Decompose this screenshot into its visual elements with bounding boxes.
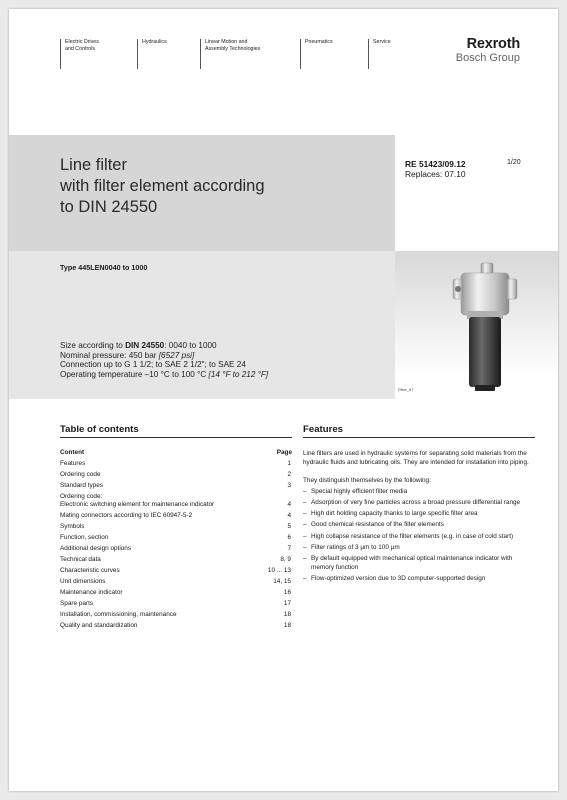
nav-linear-motion[interactable]: Linear Motion and Assembly Technologies — [200, 39, 295, 69]
toc-row[interactable]: Function, section 6 — [60, 534, 291, 541]
toc-row[interactable]: Characteristic curves 10 ... 13 — [60, 567, 291, 574]
feature-item: – Flow-optimized version due to 3D computer-supported design — [303, 575, 535, 584]
feature-item: – Adsorption of very fine particles across a broad pressure differential range — [303, 499, 535, 508]
document-page — [9, 9, 558, 791]
toc-row[interactable]: Ordering code: Electronic switching element for maintenance indicator 4 — [60, 493, 291, 508]
toc-row[interactable]: Symbols 5 — [60, 523, 291, 530]
toc-row[interactable]: Quality and standardization 18 — [60, 622, 291, 629]
toc-row[interactable]: Ordering code 2 — [60, 471, 291, 478]
features-section — [303, 450, 535, 586]
toc-row[interactable]: Spare parts 17 — [60, 600, 291, 607]
features-list — [303, 488, 535, 584]
feature-item: – High dirt holding capacity thanks to large specific filter area — [303, 510, 535, 519]
feature-item: – Special highly efficient filter media — [303, 488, 535, 497]
toc-row[interactable]: Installation, commissioning, maintenance 18 — [60, 611, 291, 618]
type-label: Type 445LEN0040 to 1000 — [60, 263, 148, 272]
feature-item: – High collapse resistance of the filter elements (e.g. in case of cold start) — [303, 533, 535, 542]
feature-item: – Filter ratings of 3 µm to 100 µm — [303, 544, 535, 553]
brand-name: Rexroth — [466, 36, 520, 52]
feature-item: – By default equipped with mechanical optical maintenance indicator with memory function — [303, 555, 535, 572]
nav-electric-drives[interactable]: Electric Drives and Controls — [60, 39, 133, 69]
spec-connection: Connection up to G 1 1/2; to SAE 2 1/2"; to SAE 24 — [60, 360, 246, 370]
brand-sub: Bosch Group — [455, 52, 520, 64]
toc-header-row: Content Page — [60, 449, 292, 456]
features-intro: Line filters are used in hydraulic systems for separating solid materials from the hydraulic fluids and lubricating oils. They are intended for installation into piping. — [303, 450, 529, 466]
page-number: 1/20 — [507, 159, 521, 166]
photo-caption: Filter_67 — [398, 387, 414, 392]
toc-heading: Table of contents — [60, 424, 292, 438]
toc-row[interactable]: Additional design options 7 — [60, 545, 291, 552]
document-title: Line filter with filter element according to DIN 24550 — [60, 156, 265, 216]
product-photo — [395, 251, 558, 399]
spec-temperature: Operating temperature –10 °C to 100 °C [14 °F to 212 °F] — [60, 369, 269, 379]
features-heading: Features — [303, 424, 535, 438]
spec-size: Size according to DIN 24550: 0040 to 1000 — [60, 341, 217, 350]
nav-pneumatics[interactable]: Pneumatics — [300, 39, 365, 69]
reference-number: RE 51423/09.12 — [405, 159, 466, 169]
toc-row[interactable]: Maintenance indicator 16 — [60, 589, 291, 596]
key-specs — [60, 341, 268, 379]
toc-row[interactable]: Unit dimensions 14, 15 — [60, 578, 291, 585]
toc-row[interactable]: Technical data 8, 9 — [60, 556, 291, 563]
toc-row[interactable]: Features 1 — [60, 460, 291, 467]
toc-row[interactable]: Standard types 3 — [60, 482, 291, 489]
features-lead: They distinguish themselves by the following: — [303, 477, 431, 485]
replaces-text: Replaces: 07.10 — [405, 169, 466, 179]
nav-hydraulics[interactable]: Hydraulics — [137, 39, 200, 69]
reference-info — [405, 159, 466, 179]
table-of-contents — [60, 449, 292, 633]
spec-pressure: Nominal pressure: 450 bar [6527 psi] — [60, 350, 195, 360]
brand-logo — [456, 37, 520, 64]
nav-service[interactable]: Service — [368, 39, 413, 69]
feature-item: – Good chemical resistance of the filter elements — [303, 521, 535, 530]
toc-row[interactable]: Mating connectors according to IEC 60947-5-2 4 — [60, 512, 291, 519]
line-filter-illustration — [395, 251, 558, 399]
